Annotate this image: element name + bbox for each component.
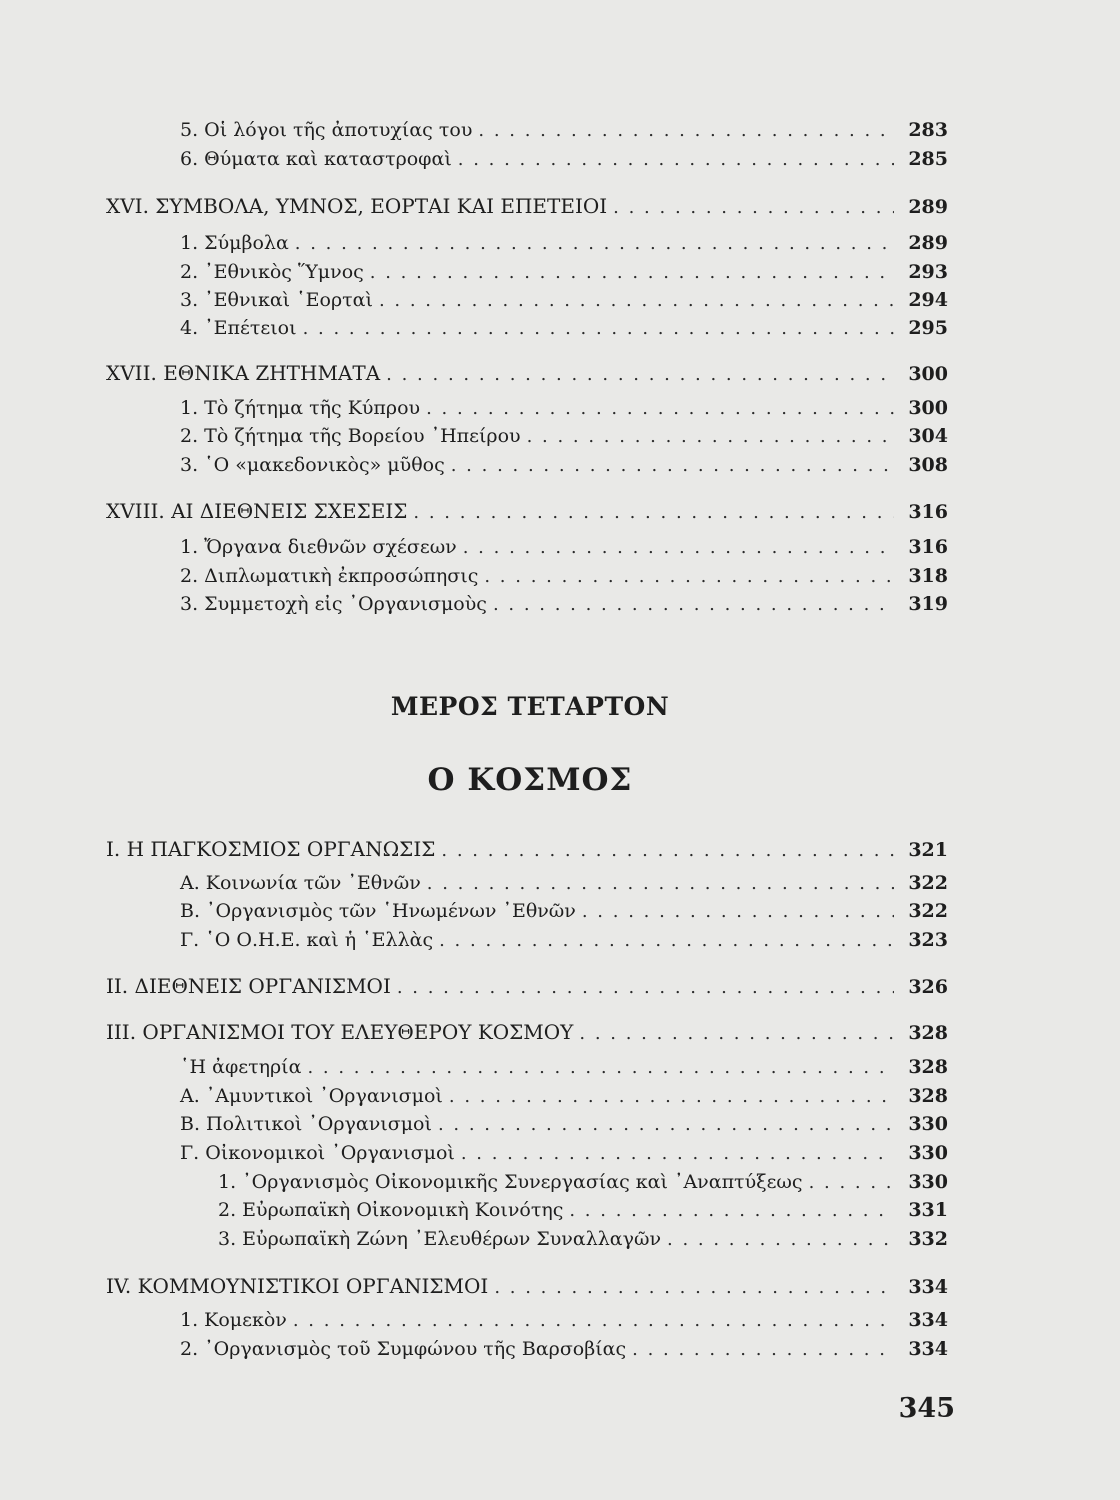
leader-dots (632, 1336, 894, 1364)
toc-page-number: 308 (908, 454, 948, 476)
toc-entry-row (180, 1335, 948, 1363)
leader-dots (303, 315, 894, 343)
leader-dots (438, 1111, 894, 1139)
toc-entry-row (218, 1225, 948, 1253)
toc-page-number: 319 (908, 593, 948, 615)
toc-page-number: 328 (908, 1056, 948, 1078)
toc-entry-title: 2. Εὐρωπαϊκὴ Οἰκονομικὴ Κοινότης (218, 1199, 564, 1221)
toc-entry-row (180, 258, 948, 286)
toc-page-number: 300 (908, 397, 948, 419)
toc-entry-title: 3. Εὐρωπαϊκὴ Ζώνη ᾽Ελευθέρων Συναλλαγῶν (218, 1228, 662, 1250)
leader-dots (527, 423, 894, 451)
leader-dots (397, 974, 894, 1002)
toc-entry-title: Β. Πολιτικοὶ ᾽Οργανισμοὶ (180, 1113, 432, 1135)
toc-entry-title: 2. Τὸ ζήτημα τῆς Βορείου ᾽Ηπείρου (180, 425, 521, 447)
toc-entry-title: XVIII. ΑΙ ΔΙΕΘΝΕΙΣ ΣΧΕΣΕΙΣ (106, 499, 408, 523)
toc-entry-title: 1. Ὄργανα διεθνῶν σχέσεων (180, 536, 457, 558)
toc-entry-title: ῾Η ἀφετηρία (180, 1056, 302, 1078)
toc-page-number: 316 (908, 501, 948, 523)
leader-dots (613, 194, 894, 222)
toc-page-number: 322 (908, 900, 948, 922)
toc-page-number: 293 (908, 261, 948, 283)
leader-dots (484, 563, 894, 591)
leader-dots (493, 591, 894, 619)
leader-dots (439, 927, 894, 955)
toc-entry-row (180, 590, 948, 618)
toc-page-number: 334 (908, 1309, 948, 1331)
toc-entry-title: Γ. ῾Ο Ο.Η.Ε. καὶ ἡ ῾Ελλὰς (180, 929, 434, 951)
toc-entry-title: I. Η ΠΑΓΚΟΣΜΙΟΣ ΟΡΓΑΝΩΣΙΣ (106, 837, 436, 861)
toc-entry-title: Α. Κοινωνία τῶν ᾽Εθνῶν (180, 872, 421, 894)
toc-entry-title: Γ. Οἰκονομικοὶ ᾽Οργανισμοὶ (180, 1142, 455, 1164)
toc-entry-row (180, 286, 948, 314)
toc-chapter-row (106, 1272, 948, 1300)
toc-entry-row (180, 1306, 948, 1334)
toc-entry-row (180, 926, 948, 954)
toc-page-number: 289 (908, 196, 948, 218)
toc-entry-title: 6. Θύματα καὶ καταστροφαὶ (180, 148, 452, 170)
leader-dots (370, 259, 894, 287)
toc-entry-row (218, 1196, 948, 1224)
toc-entry-title: 1. Κομεκὸν (180, 1309, 287, 1331)
toc-chapter-row (106, 835, 948, 863)
toc-entry-row (180, 1139, 948, 1167)
toc-page-number: 295 (908, 317, 948, 339)
toc-entry-row (180, 562, 948, 590)
toc-entry-title: Β. ᾽Οργανισμὸς τῶν ῾Ηνωμένων ᾽Εθνῶν (180, 900, 576, 922)
toc-entry-title: 5. Οἱ λόγοι τῆς ἀποτυχίας του (180, 119, 473, 141)
toc-page-number: 318 (908, 565, 948, 587)
toc-page-number: 334 (908, 1276, 948, 1298)
part-heading: ΜΕΡΟΣ ΤΕΤΑΡΤΟΝ (390, 692, 670, 721)
leader-dots (451, 452, 894, 480)
toc-page-number: 321 (908, 839, 948, 861)
toc-entry-row (180, 1110, 948, 1138)
leader-dots (386, 361, 894, 389)
toc-entry-row (180, 394, 948, 422)
toc-chapter-row (106, 192, 948, 220)
toc-page-number: 330 (908, 1142, 948, 1164)
leader-dots (295, 230, 894, 258)
toc-entry-row (180, 451, 948, 479)
toc-entry-row (180, 533, 948, 561)
toc-chapter-row (106, 972, 948, 1000)
toc-page-number: 334 (908, 1338, 948, 1360)
leader-dots (449, 1083, 894, 1111)
toc-page-number: 285 (908, 148, 948, 170)
leader-dots (427, 870, 894, 898)
leader-dots (579, 1020, 894, 1048)
leader-dots (426, 395, 894, 423)
toc-entry-row (180, 145, 948, 173)
part-title: Ο ΚΟΣΜΟΣ (427, 762, 633, 798)
toc-page-number: 289 (908, 232, 948, 254)
toc-chapter-row (106, 1018, 948, 1046)
toc-entry-title: 1. Σύμβολα (180, 232, 289, 254)
toc-page-number: 316 (908, 536, 948, 558)
leader-dots (441, 837, 894, 865)
toc-chapter-row (106, 497, 948, 525)
leader-dots (293, 1307, 894, 1335)
leader-dots (569, 1197, 894, 1225)
toc-entry-row (180, 1053, 948, 1081)
toc-chapter-row (106, 359, 948, 387)
toc-entry-row (218, 1168, 948, 1196)
leader-dots (463, 534, 894, 562)
toc-entry-title: 4. ᾽Επέτειοι (180, 317, 297, 339)
toc-page-number: 300 (908, 363, 948, 385)
toc-page-number: 304 (908, 425, 948, 447)
leader-dots (413, 499, 894, 527)
leader-dots (582, 898, 894, 926)
toc-page-number: 283 (908, 119, 948, 141)
toc-entry-title: 2. ᾽Εθνικὸς Ὕμνος (180, 261, 364, 283)
toc-entry-row (180, 116, 948, 144)
toc-entry-row (180, 869, 948, 897)
toc-page-number: 323 (908, 929, 948, 951)
leader-dots (478, 117, 894, 145)
toc-entry-title: 3. Συμμετοχὴ εἰς ᾽Οργανισμοὺς (180, 593, 487, 615)
toc-entry-row (180, 314, 948, 342)
toc-entry-title: 2. ᾽Οργανισμὸς τοῦ Συμφώνου τῆς Βαρσοβίας (180, 1338, 627, 1360)
toc-page-number: 294 (908, 289, 948, 311)
leader-dots (667, 1226, 894, 1254)
toc-page-number: 326 (908, 976, 948, 998)
toc-entry-title: XVI. ΣΥΜΒΟΛΑ, ΥΜΝΟΣ, ΕΟΡΤΑΙ ΚΑΙ ΕΠΕΤΕΙΟΙ (106, 194, 608, 218)
leader-dots (379, 287, 894, 315)
leader-dots (461, 1140, 894, 1168)
toc-page-number: 330 (908, 1171, 948, 1193)
toc-page-number: 328 (908, 1022, 948, 1044)
leader-dots (809, 1169, 894, 1197)
toc-entry-title: III. ΟΡΓΑΝΙΣΜΟΙ ΤΟΥ ΕΛΕΥΘΕΡΟΥ ΚΟΣΜΟΥ (106, 1020, 574, 1044)
toc-entry-row (180, 422, 948, 450)
toc-entry-title: II. ΔΙΕΘΝΕΙΣ ΟΡΓΑΝΙΣΜΟΙ (106, 974, 391, 998)
toc-entry-title: IV. ΚΟΜΜΟΥΝΙΣΤΙΚΟΙ ΟΡΓΑΝΙΣΜΟΙ (106, 1274, 489, 1298)
toc-page-number: 330 (908, 1113, 948, 1135)
toc-entry-title: 1. Τὸ ζήτημα τῆς Κύπρου (180, 397, 421, 419)
toc-entry-title: Α. ᾽Αμυντικοὶ ᾽Οργανισμοὶ (180, 1085, 443, 1107)
toc-entry-row (180, 1082, 948, 1110)
toc-entry-title: 3. ῾Ο «μακεδονικὸς» μῦθος (180, 454, 445, 476)
toc-page-number: 328 (908, 1085, 948, 1107)
toc-entry-title: 2. Διπλωματικὴ ἐκπροσώπησις (180, 565, 479, 587)
leader-dots (458, 146, 894, 174)
leader-dots (494, 1274, 894, 1302)
toc-page-number: 332 (908, 1228, 948, 1250)
toc-entry-title: 3. ᾽Εθνικαὶ ῾Εορταὶ (180, 289, 373, 311)
toc-page-number: 322 (908, 872, 948, 894)
toc-page-number: 331 (908, 1199, 948, 1221)
page-number: 345 (898, 1393, 955, 1424)
toc-entry-title: XVII. ΕΘΝΙΚΑ ΖΗΤΗΜΑΤΑ (106, 361, 381, 385)
toc-entry-row (180, 897, 948, 925)
toc-entry-row (180, 229, 948, 257)
toc-entry-title: 1. ᾽Οργανισμὸς Οἰκονομικῆς Συνεργασίας καὶ ᾽Αναπτύξεως (218, 1171, 803, 1193)
leader-dots (307, 1054, 894, 1082)
